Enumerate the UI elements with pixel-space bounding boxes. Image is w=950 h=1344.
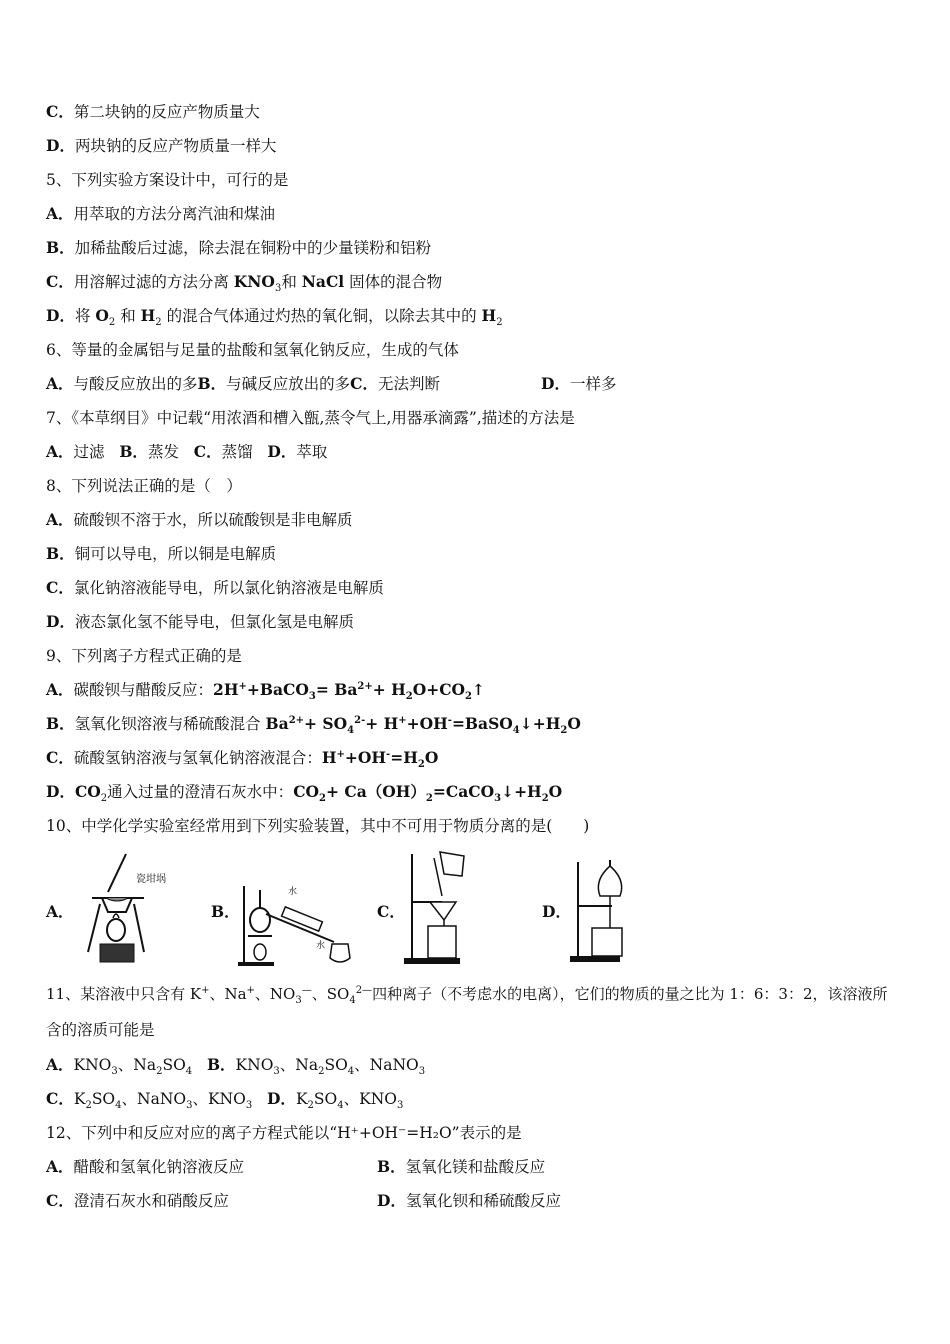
option-text: 一样多 bbox=[569, 375, 617, 393]
option-label: D． bbox=[266, 1089, 296, 1108]
q12-stem: 12、下列中和反应对应的离子方程式能以“H⁺+OH⁻=H₂O”表示的是 bbox=[46, 1124, 522, 1142]
formula: O bbox=[95, 306, 109, 325]
q11-stem-text: 四种离子（不考虑水的电离），它们的物质的量之比为 1：6：3：2，该溶液所 bbox=[372, 985, 888, 1003]
q5-stem: 5、下列实验方案设计中，可行的是 bbox=[46, 171, 289, 189]
formula: NaCl bbox=[301, 272, 345, 291]
q10-label-b: B． bbox=[211, 902, 240, 921]
water-label-in: 水 bbox=[316, 941, 326, 951]
q11-options-cd bbox=[46, 1089, 404, 1112]
option-text: 蒸馏 bbox=[221, 443, 253, 461]
q11-options-ab bbox=[46, 1055, 426, 1078]
q5-option-d bbox=[46, 306, 503, 329]
q9-option-c bbox=[46, 748, 439, 771]
q9-option-d bbox=[46, 782, 563, 805]
option-label: D． bbox=[377, 1191, 406, 1210]
option-text: 固体的混合物 bbox=[344, 273, 443, 291]
option-formula: $K_2SO_4$、$KNO_3$ bbox=[295, 1090, 404, 1112]
q11-stem-cont: 含的溶质可能是 bbox=[46, 1021, 155, 1039]
option-text: 第二块钠的反应产物质量大 bbox=[73, 103, 260, 121]
option-text: 无法判断 bbox=[378, 375, 441, 393]
q9-stem: 9、下列离子方程式正确的是 bbox=[46, 647, 242, 665]
q8-option-a bbox=[46, 510, 353, 530]
option-label: C． bbox=[46, 578, 74, 597]
option-text: 萃取 bbox=[296, 443, 328, 461]
option-label: A． bbox=[46, 1157, 74, 1176]
option-label: A． bbox=[46, 1055, 74, 1074]
filtration-apparatus-icon bbox=[402, 850, 472, 968]
option-text: 加稀盐酸后过滤，除去混在铜粉中的少量镁粉和铝粉 bbox=[74, 239, 432, 257]
q11-stem: 11、某溶液中只含有 K+、Na+、$NO_3^—$、$SO_4^{2—}$四种离子（不考虑水的电离），它们的物质的量之比为 1：6：3：2，该溶液所 bbox=[46, 985, 888, 1006]
q10-label-d: D． bbox=[542, 902, 571, 921]
separatory-funnel-apparatus bbox=[568, 858, 630, 966]
option-text: 两块钠的反应产物质量一样大 bbox=[74, 137, 277, 155]
option-label: A． bbox=[46, 442, 74, 461]
option-label: A． bbox=[46, 204, 74, 223]
option-text: 与碱反应放出的多 bbox=[226, 375, 351, 393]
equation: $H^++OH^-=H_2O$ bbox=[321, 748, 439, 771]
equation: 2H++BaCO$_3$= $Ba^{2+}+$ $H_2O+CO_2↑$ bbox=[213, 680, 485, 703]
q7-options bbox=[46, 442, 327, 462]
q5-option-c bbox=[46, 272, 443, 295]
option-label: B． bbox=[197, 374, 227, 393]
q11-stem-lead: 11、某溶液中只含有 K bbox=[46, 985, 202, 1003]
q10-stem: 10、中学化学实验室经常用到下列实验装置，其中不可用于物质分离的是( ) bbox=[46, 817, 590, 835]
option-formula: $K_2SO_4$、NaNO$_3$、$KNO_3$ bbox=[73, 1090, 253, 1112]
crucible-apparatus-icon bbox=[78, 848, 178, 966]
equation: $Ba^{2+}+ SO_4^{2-}+$ $H^++OH^-=BaSO_4↓+H_2O$ bbox=[265, 714, 581, 737]
q5-option-b bbox=[46, 238, 431, 258]
option-label: D． bbox=[267, 442, 297, 461]
q8-option-d bbox=[46, 612, 354, 632]
option-text: 通入过量的澄清石灰水中： bbox=[107, 783, 294, 801]
option-label: B． bbox=[119, 442, 148, 461]
option-label: C． bbox=[193, 442, 222, 461]
equation: $CO_2+$ $Ca(OH)_2=CaCO_3↓+H_2O$ bbox=[293, 782, 563, 805]
q12-option-b bbox=[377, 1157, 545, 1177]
q7-stem: 7、《本草纲目》中记载“用浓酒和槽入甑,蒸令气上,用器承滴露”,描述的方法是 bbox=[46, 409, 575, 427]
option-label: A． bbox=[46, 510, 74, 529]
formula: CO bbox=[74, 782, 101, 801]
option-label: C． bbox=[46, 272, 74, 291]
q4-option-c bbox=[46, 102, 260, 122]
q9-option-a bbox=[46, 680, 485, 703]
q8-option-c bbox=[46, 578, 384, 598]
q6-option-d bbox=[541, 374, 616, 394]
option-text: 硫酸钡不溶于水，所以硫酸钡是非电解质 bbox=[73, 511, 353, 529]
formula: H bbox=[140, 306, 156, 325]
option-text: 将 bbox=[74, 307, 96, 325]
option-label: C． bbox=[46, 1089, 74, 1108]
q5-option-a bbox=[46, 204, 275, 224]
option-text: 的混合气体通过灼热的氧化铜，以除去其中的 bbox=[161, 307, 482, 325]
option-label: C． bbox=[46, 748, 74, 767]
option-label: A． bbox=[46, 680, 74, 699]
q6-options bbox=[46, 374, 440, 394]
option-label: D． bbox=[46, 306, 75, 325]
option-text: 氢氧化钡溶液与稀硫酸混合 bbox=[74, 715, 266, 733]
q8-stem: 8、下列说法正确的是（ ） bbox=[46, 477, 242, 495]
option-label: B． bbox=[46, 238, 75, 257]
option-label: B． bbox=[377, 1157, 406, 1176]
subscript: 2 bbox=[496, 317, 503, 329]
option-text: 和 bbox=[281, 273, 302, 291]
option-formula: $KNO_3$、$Na_2SO_4$、NaNO$_3$ bbox=[235, 1056, 426, 1078]
distillation-apparatus-icon bbox=[236, 872, 358, 968]
option-label: B． bbox=[46, 544, 75, 563]
option-text: 过滤 bbox=[73, 443, 105, 461]
subscript: 2 bbox=[155, 317, 162, 329]
subscript: 2 bbox=[108, 317, 116, 329]
option-text: 与酸反应放出的多 bbox=[73, 375, 198, 393]
q8-option-b bbox=[46, 544, 276, 564]
option-text: 蒸发 bbox=[147, 443, 179, 461]
q4-option-d bbox=[46, 136, 276, 156]
subscript: 3 bbox=[274, 283, 282, 295]
option-text: 用萃取的方法分离汽油和煤油 bbox=[73, 205, 276, 223]
option-text: 碳酸钡与醋酸反应： bbox=[73, 681, 214, 699]
option-label: C． bbox=[46, 1191, 74, 1210]
subscript: 2 bbox=[100, 793, 108, 805]
option-label: B． bbox=[206, 1055, 236, 1074]
option-text: 氢氧化钡和稀硫酸反应 bbox=[405, 1192, 561, 1210]
option-text: 醋酸和氢氧化钠溶液反应 bbox=[73, 1158, 245, 1176]
q10-label-c: C． bbox=[377, 902, 405, 921]
option-label: D． bbox=[46, 612, 75, 631]
q12-option-c bbox=[46, 1191, 229, 1211]
option-label: B． bbox=[46, 714, 75, 733]
option-label: C． bbox=[46, 102, 74, 121]
option-label: D． bbox=[46, 136, 75, 155]
crucible-caption: 瓷坩埚 bbox=[136, 874, 166, 885]
q12-option-a bbox=[46, 1157, 244, 1177]
option-text: 硫酸氢钠溶液与氢氧化钠溶液混合： bbox=[73, 749, 322, 767]
q9-option-b bbox=[46, 714, 581, 737]
distillation-apparatus bbox=[236, 872, 358, 968]
option-label: D． bbox=[46, 782, 75, 801]
option-label: C． bbox=[350, 374, 379, 393]
option-text: 和 bbox=[115, 307, 141, 325]
option-text: 澄清石灰水和硝酸反应 bbox=[73, 1192, 229, 1210]
filtration-apparatus bbox=[402, 850, 472, 968]
option-text: 铜可以导电，所以铜是电解质 bbox=[74, 545, 277, 563]
option-formula: $KNO_3$、$Na_2SO_4$ bbox=[73, 1056, 193, 1078]
option-text: 氢氧化镁和盐酸反应 bbox=[405, 1158, 546, 1176]
option-label: A． bbox=[46, 374, 74, 393]
q12-option-d bbox=[377, 1191, 561, 1211]
formula: KNO bbox=[233, 272, 275, 291]
option-text: 用溶解过滤的方法分离 bbox=[73, 273, 234, 291]
option-label: D． bbox=[541, 374, 570, 393]
option-text: 液态氯化氢不能导电，但氯化氢是电解质 bbox=[74, 613, 354, 631]
crucible-apparatus bbox=[78, 848, 178, 966]
separatory-funnel-icon bbox=[568, 858, 630, 966]
q10-label-a: A． bbox=[46, 902, 74, 921]
option-text: 氯化钠溶液能导电，所以氯化钠溶液是电解质 bbox=[73, 579, 384, 597]
water-label-out: 水 bbox=[288, 887, 298, 897]
q6-stem: 6、等量的金属铝与足量的盐酸和氢氧化钠反应，生成的气体 bbox=[46, 341, 459, 359]
formula: H bbox=[481, 306, 497, 325]
